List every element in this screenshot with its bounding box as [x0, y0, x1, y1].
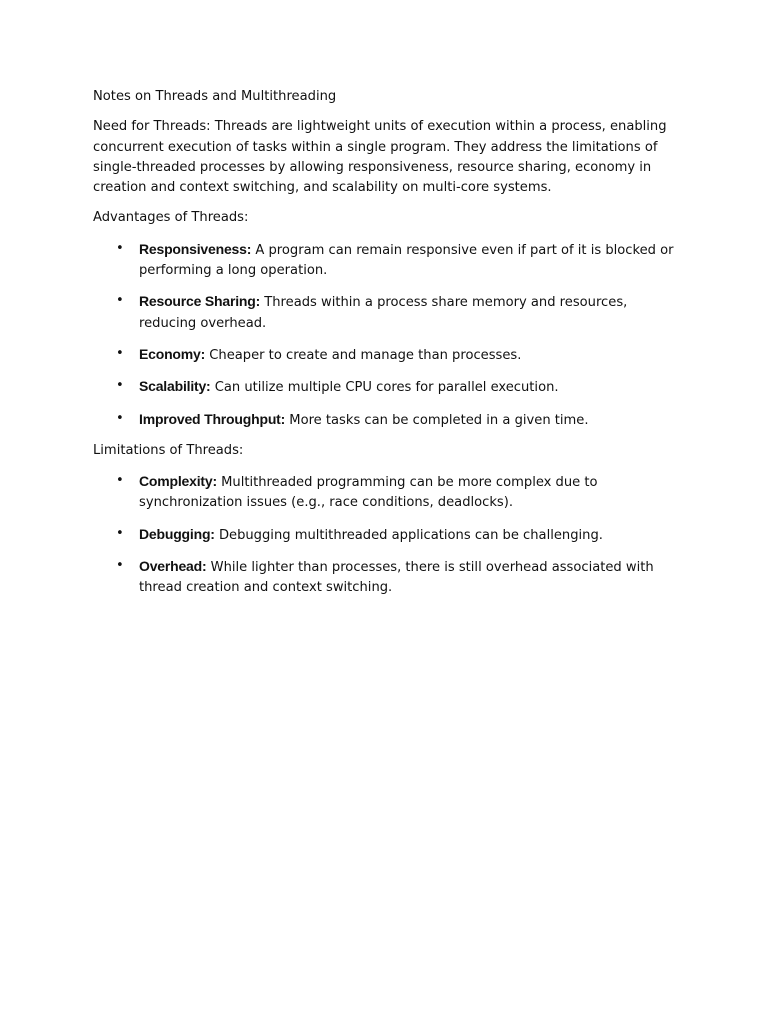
item-term: Improved Throughput:	[139, 410, 286, 427]
item-text: While lighter than processes, there is still overhead associated with thread creation and context switching.	[139, 560, 654, 596]
list-item	[93, 291, 678, 334]
item-text: Multithreaded programming can be more complex due to synchronization issues (e.g., race conditions, deadlocks).	[139, 475, 598, 511]
bullet-icon: •	[116, 558, 124, 574]
list-item	[93, 409, 678, 431]
item-term: Scalability:	[139, 378, 211, 395]
bullet-icon: •	[116, 240, 124, 256]
list-item	[93, 376, 678, 398]
document-title: Notes on Threads and Multithreading	[93, 89, 337, 104]
bullet-icon: •	[116, 410, 124, 426]
limitations-heading: Limitations of Threads:	[93, 442, 244, 458]
list-item	[93, 471, 678, 514]
bullet-icon: •	[116, 473, 124, 489]
list-item	[93, 556, 678, 599]
bullet-icon: •	[116, 378, 124, 394]
item-term: Overhead:	[139, 558, 207, 575]
item-text: Threads within a process share memory and resources, reducing overhead.	[139, 295, 628, 331]
intro-paragraph: Need for Threads: Threads are lightweight units of execution within a process, enabling concurrent execution of tasks within a single program. They address the limitations of single-threaded processes by allowing responsiveness, resource sharing, economy in creation and context switching, and scalability on multi-core systems.	[93, 119, 667, 196]
advantages-heading: Advantages of Threads:	[93, 210, 249, 226]
item-text: Debugging multithreaded applications can be challenging.	[218, 527, 603, 543]
item-term: Economy:	[139, 345, 206, 362]
document-page	[93, 87, 678, 599]
advantages-list	[93, 239, 678, 431]
item-term: Resource Sharing:	[139, 293, 261, 310]
item-term: Debugging:	[139, 525, 215, 542]
item-text: Can utilize multiple CPU cores for parallel execution.	[214, 380, 559, 396]
bullet-icon: •	[116, 345, 124, 361]
limitations-list	[93, 471, 678, 598]
item-term: Complexity:	[139, 473, 217, 490]
bullet-icon: •	[116, 525, 124, 541]
list-item	[93, 524, 678, 546]
item-text: Cheaper to create and manage than processes.	[209, 347, 522, 363]
item-term: Responsiveness:	[139, 240, 252, 257]
item-text: A program can remain responsive even if part of it is blocked or performing a long operation.	[139, 242, 674, 279]
list-item	[93, 239, 678, 282]
bullet-icon: •	[116, 293, 124, 309]
item-text: More tasks can be completed in a given time.	[289, 412, 589, 428]
list-item	[93, 344, 678, 366]
